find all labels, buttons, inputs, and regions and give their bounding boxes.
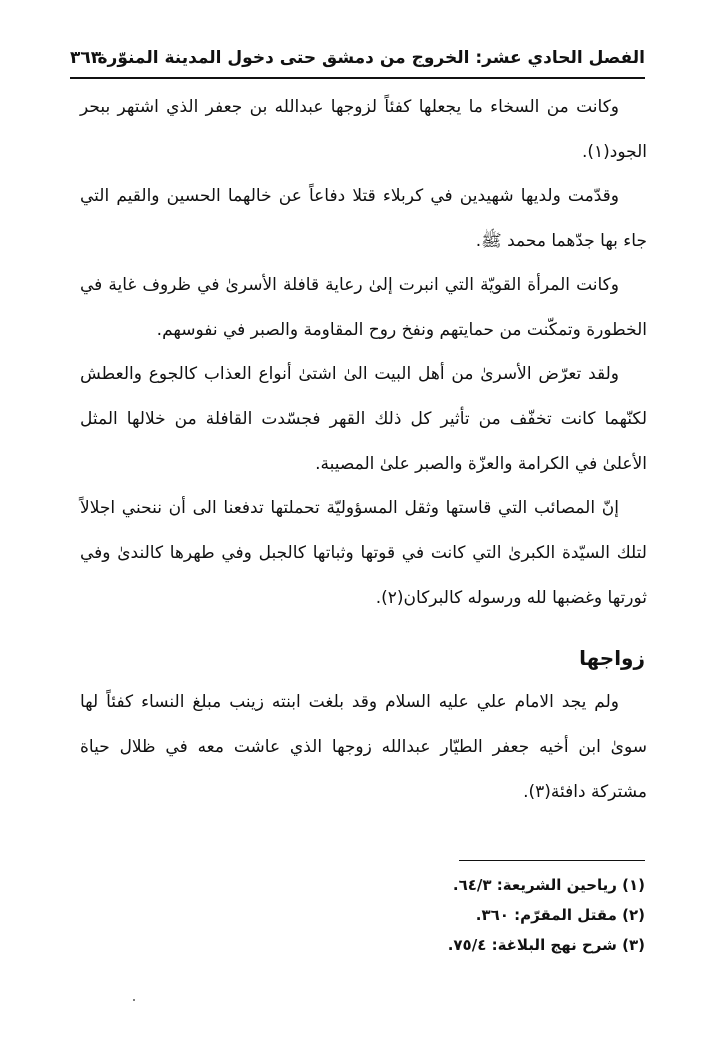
chapter-title: الفصل الحادي عشر: الخروج من دمشق حتى دخول المدينة المنوّرة xyxy=(97,48,645,68)
paragraph-text: إنّ المصائب التي قاستها وثقل المسؤوليّة تحملتها تدفعنا الى أن ننحني اجلالاً لتلك السيّدة الكبرىٰ التي كانت في قوتها وثباتها كالجبل وفي طهرها كالندىٰ وفي ثورتها وغضبها لله ورسوله كالبركان(٢). xyxy=(80,498,647,608)
paragraph-text: وكانت المرأة القويّة التي انبرت إلىٰ رعاية قافلة الأسرىٰ في ظروف غاية في الخطورة وتمكّنت من حمايتهم ونفخ روح المقاومة والصبر في نفوسهم. xyxy=(80,275,647,340)
page-number: ٣٦٣ xyxy=(70,48,102,68)
body-paragraph-2 xyxy=(80,174,647,264)
footnote-divider xyxy=(459,860,645,861)
section-paragraph xyxy=(80,680,647,815)
body-paragraph-1 xyxy=(80,85,647,175)
scan-speck xyxy=(133,999,135,1001)
paragraph-text: وقدّمت ولديها شهيدين في كربلاء قتلا دفاعاً عن خالهما الحسين والقيم التي جاء بها جدّهما محمد ﷺ. xyxy=(80,186,647,251)
paragraph-text: وكانت من السخاء ما يجعلها كفئاً لزوجها عبدالله بن جعفر الذي اشتهر ببحر الجود(١). xyxy=(80,97,647,162)
footnote-1: (١) رياحين الشريعة: ٦٤/٣. xyxy=(452,876,645,894)
header-divider xyxy=(70,77,645,79)
body-paragraph-5 xyxy=(80,486,647,621)
section-heading: زواجها xyxy=(579,646,645,670)
footnotes-list xyxy=(245,870,645,960)
running-header xyxy=(70,44,645,72)
body-paragraph-3 xyxy=(80,263,647,353)
paragraph-text: ولقد تعرّض الأسرىٰ من أهل البيت الىٰ اشتىٰ أنواع العذاب كالجوع والعطش لكنّهما كانت تخفّف من تأثير كل ذلك القهر فجسّدت القافلة من خلالها المثل الأعلىٰ في الكرامة والعزّة والصبر علىٰ المصيبة. xyxy=(80,364,647,474)
body-paragraph-4 xyxy=(80,352,647,487)
footnote-2: (٢) مقتل المقرّم: ٣٦٠. xyxy=(475,906,645,924)
footnote-3: (٣) شرح نهج البلاغة: ٧٥/٤. xyxy=(447,936,645,954)
paragraph-text: ولم يجد الامام علي عليه السلام وقد بلغت ابنته زينب مبلغ النساء كفئاً لها سوىٰ ابن أخيه جعفر الطيّار عبدالله زوجها الذي عاشت معه في ظلال حياة مشتركة دافئة(٣). xyxy=(80,692,647,802)
